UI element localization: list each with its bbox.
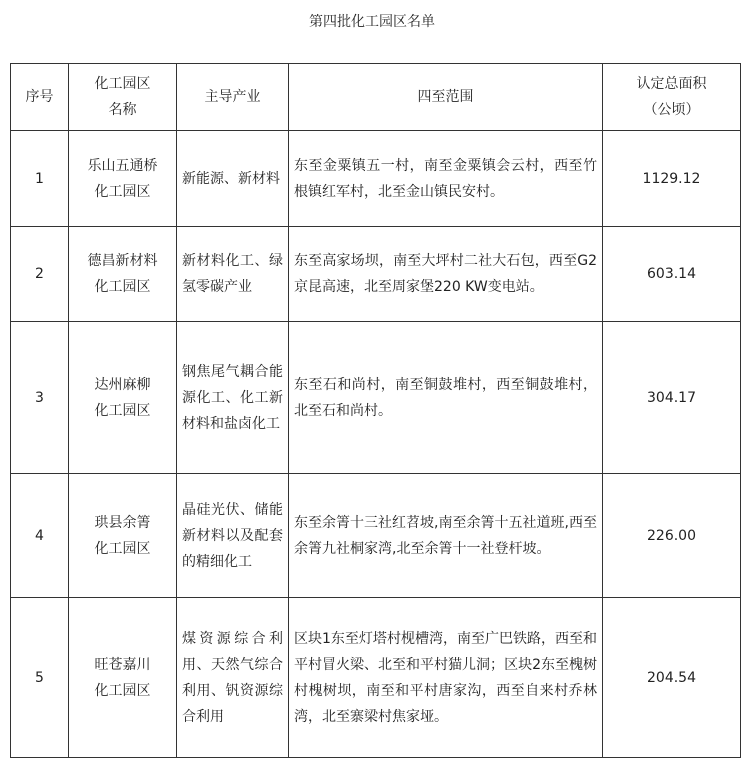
cell-industry: 晶硅光伏、储能新材料以及配套的精细化工 xyxy=(177,474,289,598)
cell-seq: 2 xyxy=(11,227,69,322)
park-name-line1: 乐山五通桥 xyxy=(87,157,158,174)
cell-scope: 东至金粟镇五一村，南至金粟镇会云村，西至竹根镇红军村，北至金山镇民安村。 xyxy=(289,131,603,227)
park-name-line2: 化工园区 xyxy=(94,183,151,200)
header-area-line2: （公顷） xyxy=(643,102,700,118)
cell-park-name xyxy=(69,131,177,227)
park-name-line1: 达州麻柳 xyxy=(94,376,151,393)
header-park-name-line1: 化工园区 xyxy=(94,76,151,92)
park-name-line1: 珙县余箐 xyxy=(94,514,151,531)
cell-seq: 4 xyxy=(11,474,69,598)
header-industry: 主导产业 xyxy=(177,64,289,131)
cell-industry: 煤资源综合利用、天然气综合利用、钒资源综合利用 xyxy=(177,598,289,758)
cell-area: 226.00 xyxy=(603,474,741,598)
cell-park-name xyxy=(69,598,177,758)
cell-seq: 5 xyxy=(11,598,69,758)
header-park-name xyxy=(69,64,177,131)
cell-seq: 3 xyxy=(11,322,69,474)
cell-industry: 新材料化工、绿氢零碳产业 xyxy=(177,227,289,322)
cell-scope: 区块1东至灯塔村枧槽湾，南至广巴铁路，西至和平村冒火梁、北至和平村猫儿洞；区块2东至槐树村槐树坝，南至和平村唐家沟，西至自来村乔林湾，北至寨梁村焦家垭。 xyxy=(289,598,603,758)
cell-area: 304.17 xyxy=(603,322,741,474)
cell-industry: 新能源、新材料 xyxy=(177,131,289,227)
cell-seq: 1 xyxy=(11,131,69,227)
park-name-line2: 化工园区 xyxy=(94,540,151,557)
document-title: 第四批化工园区名单 xyxy=(309,14,435,30)
table-row xyxy=(11,227,741,322)
header-seq: 序号 xyxy=(11,64,69,131)
park-name-line1: 德昌新材料 xyxy=(87,253,158,269)
header-scope: 四至范围 xyxy=(289,64,603,131)
header-area-line1: 认定总面积 xyxy=(636,76,707,92)
cell-park-name xyxy=(69,474,177,598)
park-name-line2: 化工园区 xyxy=(94,279,151,295)
header-area xyxy=(603,64,741,131)
cell-park-name xyxy=(69,322,177,474)
cell-scope: 东至高家场坝，南至大坪村二社大石包，西至G2京昆高速，北至周家堡220 KW变电站。 xyxy=(289,227,603,322)
cell-scope: 东至余箐十三社红苕坡,南至余箐十五社道班,西至余箐九社桐家湾,北至余箐十一社登杆坡。 xyxy=(289,474,603,598)
table-row xyxy=(11,131,741,227)
cell-area: 1129.12 xyxy=(603,131,741,227)
cell-park-name xyxy=(69,227,177,322)
table-row xyxy=(11,322,741,474)
cell-scope: 东至石和尚村，南至铜鼓堆村，西至铜鼓堆村，北至石和尚村。 xyxy=(289,322,603,474)
cell-area: 204.54 xyxy=(603,598,741,758)
park-name-line2: 化工园区 xyxy=(94,402,151,419)
table-header-row xyxy=(11,64,741,131)
park-name-line1: 旺苍嘉川 xyxy=(94,656,151,673)
cell-area: 603.14 xyxy=(603,227,741,322)
park-name-line2: 化工园区 xyxy=(94,682,151,699)
cell-industry: 钢焦尾气耦合能源化工、化工新材料和盐卤化工 xyxy=(177,322,289,474)
header-park-name-line2: 名称 xyxy=(108,102,137,118)
table-row xyxy=(11,474,741,598)
chemical-park-table xyxy=(10,63,741,758)
table-row xyxy=(11,598,741,758)
